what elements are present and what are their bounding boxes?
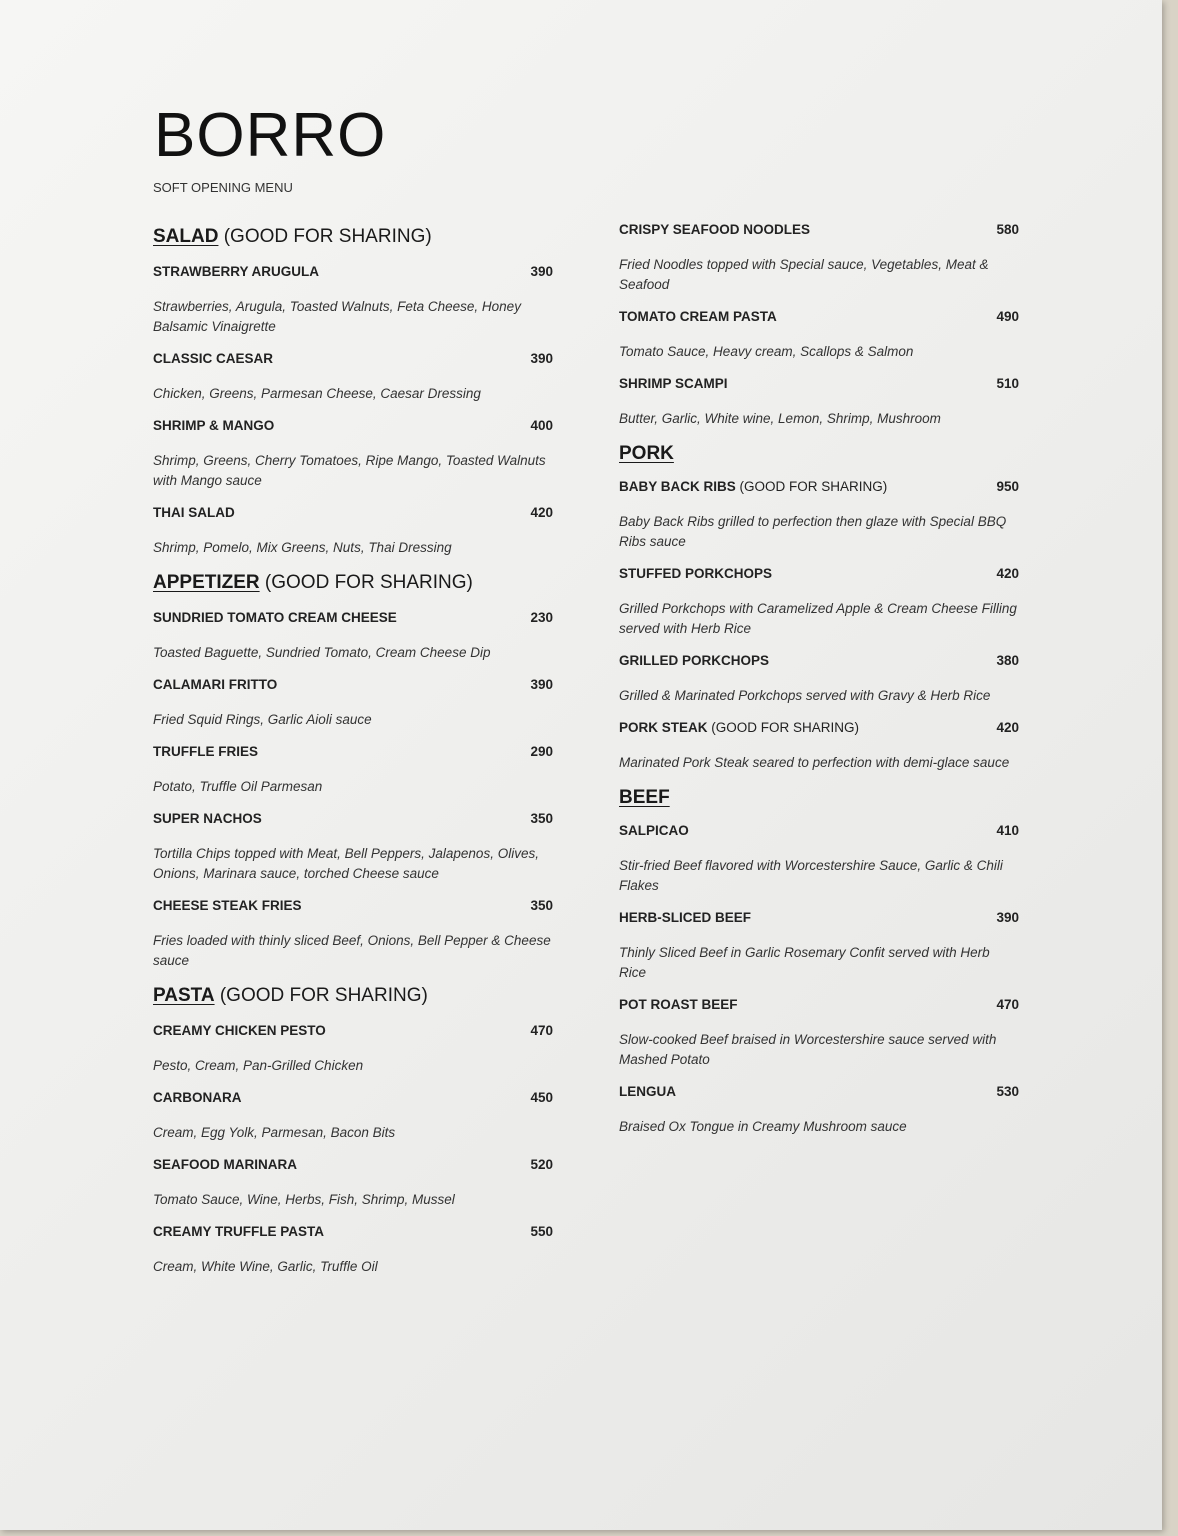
menu-item-baby-back-ribs (619, 479, 1019, 552)
menu-item-strawberry-arugula (153, 264, 553, 337)
item-name-wrap (619, 479, 887, 494)
item-name: SALPICAO (619, 823, 689, 838)
item-name: HERB-SLICED BEEF (619, 910, 752, 925)
item-name-wrap (619, 653, 769, 668)
item-row (619, 997, 1019, 1012)
menu-item-thai-salad (153, 505, 553, 558)
item-price: 520 (530, 1157, 553, 1172)
item-description: Cream, Egg Yolk, Parmesan, Bacon Bits (153, 1125, 396, 1140)
menu-section-appetizer (153, 572, 553, 971)
menu-item-creamy-chicken-pesto (153, 1023, 553, 1076)
item-name-wrap (153, 811, 262, 826)
item-name: STUFFED PORKCHOPS (619, 566, 773, 581)
menu-section-salad (153, 226, 553, 558)
item-description: Thinly Sliced Beef in Garlic Rosemary Confit served with Herb Rice (619, 945, 990, 980)
item-price: 380 (996, 653, 1019, 668)
item-row (153, 744, 553, 759)
menu-item-shrimp-mango (153, 418, 553, 491)
menu-item-super-nachos (153, 811, 553, 884)
item-name-wrap (153, 610, 397, 625)
item-price: 390 (530, 264, 553, 279)
menu-item-tomato-cream-pasta (619, 309, 1019, 362)
item-price: 470 (530, 1023, 553, 1038)
item-row (153, 677, 553, 692)
item-name-wrap (619, 222, 810, 237)
item-row (153, 811, 553, 826)
section-note: (GOOD FOR SHARING) (259, 572, 473, 593)
item-price: 420 (996, 566, 1019, 581)
item-name: CARBONARA (153, 1090, 242, 1105)
menu-item-shrimp-scampi (619, 376, 1019, 429)
item-price: 420 (996, 720, 1019, 735)
item-description: Grilled & Marinated Porkchops served with Gravy & Herb Rice (619, 688, 991, 703)
menu-item-pot-roast-beef (619, 997, 1019, 1070)
item-price: 510 (996, 376, 1019, 391)
item-name-wrap (153, 264, 319, 279)
item-description: Strawberries, Arugula, Toasted Walnuts, Feta Cheese, Honey Balsamic Vinaigrette (153, 299, 521, 334)
item-description: Fried Noodles topped with Special sauce, Vegetables, Meat & Seafood (619, 257, 989, 292)
item-name-wrap (619, 566, 772, 581)
section-title: APPETIZER (153, 572, 260, 593)
item-description: Baby Back Ribs grilled to perfection then glaze with Special BBQ Ribs sauce (619, 514, 1007, 549)
item-row (619, 376, 1019, 391)
item-price: 950 (996, 479, 1019, 494)
section-note: (GOOD FOR SHARING) (214, 985, 428, 1006)
item-row (153, 898, 553, 913)
item-description: Tomato Sauce, Heavy cream, Scallops & Salmon (619, 344, 914, 359)
item-name: CREAMY CHICKEN PESTO (153, 1023, 326, 1038)
item-price: 580 (996, 222, 1019, 237)
section-heading (619, 787, 1019, 809)
menu-item-cheese-steak-fries (153, 898, 553, 971)
item-row (153, 505, 553, 520)
item-name: TOMATO CREAM PASTA (619, 309, 777, 324)
item-name: GRILLED PORKCHOPS (619, 653, 770, 668)
menu-item-carbonara (153, 1090, 553, 1143)
item-price: 410 (996, 823, 1019, 838)
item-name-wrap (153, 1023, 326, 1038)
item-price: 390 (530, 351, 553, 366)
item-note: (GOOD FOR SHARING) (735, 479, 888, 494)
item-name-wrap (153, 505, 235, 520)
item-row (153, 351, 553, 366)
item-price: 490 (996, 309, 1019, 324)
menu-item-sundried-tomato-cream-cheese (153, 610, 553, 663)
item-name-wrap (153, 1224, 324, 1239)
menu-item-classic-caesar (153, 351, 553, 404)
item-row (153, 1224, 553, 1239)
item-row (153, 1023, 553, 1038)
menu-item-seafood-marinara (153, 1157, 553, 1210)
menu-section-pork (619, 443, 1019, 773)
item-description: Grilled Porkchops with Caramelized Apple & Cream Cheese Filling served with Herb Rice (619, 601, 1017, 636)
menu-item-pork-steak (619, 720, 1019, 773)
item-description: Stir-fried Beef flavored with Worcestershire Sauce, Garlic & Chili Flakes (619, 858, 1003, 893)
item-row (153, 264, 553, 279)
item-price: 450 (530, 1090, 553, 1105)
item-name-wrap (619, 1084, 676, 1099)
item-description: Chicken, Greens, Parmesan Cheese, Caesar Dressing (153, 386, 481, 401)
section-note: (GOOD FOR SHARING) (218, 226, 432, 247)
item-price: 350 (530, 811, 553, 826)
item-name-wrap (153, 1090, 242, 1105)
item-row (619, 309, 1019, 324)
item-price: 390 (996, 910, 1019, 925)
item-row (619, 222, 1019, 237)
item-name-wrap (619, 910, 751, 925)
item-price: 390 (530, 677, 553, 692)
item-row (619, 823, 1019, 838)
item-description: Slow-cooked Beef braised in Worcestershire sauce served with Mashed Potato (619, 1032, 997, 1067)
item-row (619, 720, 1019, 735)
menu-item-lengua (619, 1084, 1019, 1137)
item-row (619, 566, 1019, 581)
menu-section (619, 222, 1019, 429)
item-name: STRAWBERRY ARUGULA (153, 264, 320, 279)
item-name: SHRIMP & MANGO (153, 418, 275, 433)
item-note: (GOOD FOR SHARING) (707, 720, 860, 735)
menu-item-grilled-porkchops (619, 653, 1019, 706)
item-price: 290 (530, 744, 553, 759)
section-heading (153, 572, 553, 594)
left-column (153, 226, 553, 1291)
item-name-wrap (153, 418, 274, 433)
item-description: Cream, White Wine, Garlic, Truffle Oil (153, 1259, 378, 1274)
item-price: 470 (996, 997, 1019, 1012)
item-row (153, 610, 553, 625)
menu-section-pasta (153, 985, 553, 1277)
menu-item-truffle-fries (153, 744, 553, 797)
right-column (619, 222, 1019, 1151)
item-name-wrap (619, 720, 859, 735)
item-price: 400 (530, 418, 553, 433)
item-name: TRUFFLE FRIES (153, 744, 258, 759)
item-row (619, 910, 1019, 925)
item-name: SUNDRIED TOMATO CREAM CHEESE (153, 610, 397, 625)
section-title: PORK (619, 443, 674, 464)
item-name-wrap (619, 309, 777, 324)
section-heading (153, 985, 553, 1007)
item-description: Fried Squid Rings, Garlic Aioli sauce (153, 712, 372, 727)
item-price: 550 (530, 1224, 553, 1239)
menu-section-beef (619, 787, 1019, 1137)
item-price: 230 (530, 610, 553, 625)
restaurant-name: BORRO (154, 101, 387, 170)
item-name: CHEESE STEAK FRIES (153, 898, 302, 913)
menu-subtitle: SOFT OPENING MENU (153, 180, 293, 195)
menu-item-salpicao (619, 823, 1019, 896)
item-description: Shrimp, Greens, Cherry Tomatoes, Ripe Mango, Toasted Walnuts with Mango sauce (153, 453, 546, 488)
item-name: BABY BACK RIBS (619, 479, 736, 494)
item-name: SUPER NACHOS (153, 811, 262, 826)
item-name-wrap (153, 1157, 297, 1172)
item-description: Fries loaded with thinly sliced Beef, Onions, Bell Pepper & Cheese sauce (153, 933, 551, 968)
item-description: Butter, Garlic, White wine, Lemon, Shrimp, Mushroom (619, 411, 941, 426)
item-description: Shrimp, Pomelo, Mix Greens, Nuts, Thai Dressing (153, 540, 452, 555)
item-row (619, 479, 1019, 494)
item-name: THAI SALAD (153, 505, 235, 520)
item-row (619, 653, 1019, 668)
menu-item-calamari-fritto (153, 677, 553, 730)
item-price: 350 (530, 898, 553, 913)
menu-item-crispy-seafood-noodles (619, 222, 1019, 295)
item-name: PORK STEAK (619, 720, 708, 735)
menu-item-stuffed-porkchops (619, 566, 1019, 639)
item-row (619, 1084, 1019, 1099)
item-name: CRISPY SEAFOOD NOODLES (619, 222, 811, 237)
item-description: Toasted Baguette, Sundried Tomato, Cream Cheese Dip (153, 645, 491, 660)
item-name: SHRIMP SCAMPI (619, 376, 728, 391)
section-title: SALAD (153, 226, 219, 247)
item-price: 420 (530, 505, 553, 520)
item-description: Tortilla Chips topped with Meat, Bell Peppers, Jalapenos, Olives, Onions, Marinara sauce, torched Cheese sauce (153, 846, 539, 881)
item-name-wrap (619, 823, 689, 838)
section-heading (619, 443, 1019, 465)
item-price: 530 (996, 1084, 1019, 1099)
item-name-wrap (153, 351, 273, 366)
item-name-wrap (619, 376, 728, 391)
section-title: BEEF (619, 787, 670, 808)
item-description: Pesto, Cream, Pan-Grilled Chicken (153, 1058, 364, 1073)
item-description: Potato, Truffle Oil Parmesan (153, 779, 323, 794)
item-description: Tomato Sauce, Wine, Herbs, Fish, Shrimp, Mussel (153, 1192, 455, 1207)
item-name: SEAFOOD MARINARA (153, 1157, 297, 1172)
item-name: CALAMARI FRITTO (153, 677, 278, 692)
item-row (153, 1090, 553, 1105)
section-heading (153, 226, 553, 248)
item-name-wrap (153, 677, 277, 692)
item-name: CREAMY TRUFFLE PASTA (153, 1224, 324, 1239)
item-name: POT ROAST BEEF (619, 997, 738, 1012)
item-name: LENGUA (619, 1084, 676, 1099)
menu-item-herb-sliced-beef (619, 910, 1019, 983)
section-title: PASTA (153, 985, 215, 1006)
item-name: CLASSIC CAESAR (153, 351, 274, 366)
item-row (153, 418, 553, 433)
item-name-wrap (619, 997, 738, 1012)
item-description: Marinated Pork Steak seared to perfection with demi-glace sauce (619, 755, 1010, 770)
item-name-wrap (153, 898, 302, 913)
item-name-wrap (153, 744, 258, 759)
item-description: Braised Ox Tongue in Creamy Mushroom sauce (619, 1119, 907, 1134)
item-row (153, 1157, 553, 1172)
menu-item-creamy-truffle-pasta (153, 1224, 553, 1277)
